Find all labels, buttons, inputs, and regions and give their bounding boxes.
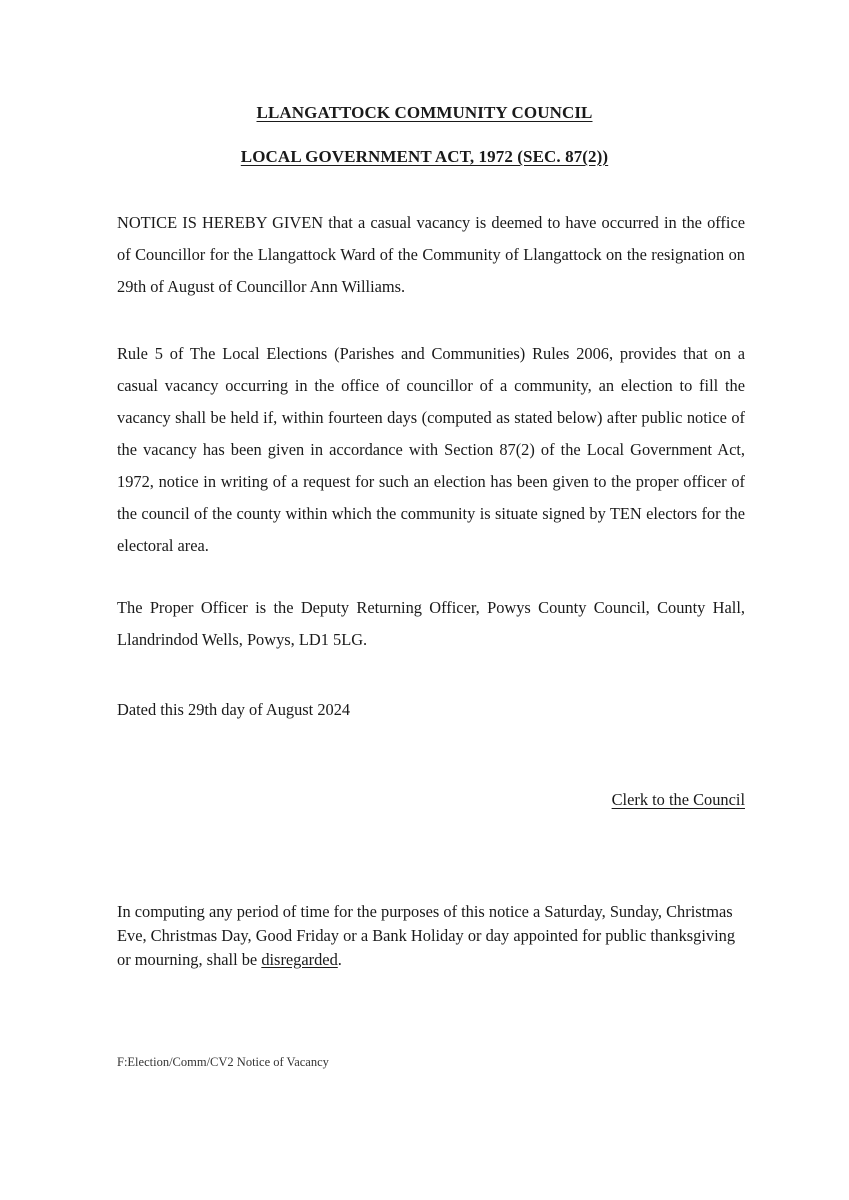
note-underlined-word: disregarded: [261, 950, 338, 969]
computation-note: [117, 900, 751, 972]
note-period: .: [337, 950, 342, 969]
signature-line: Clerk to the Council: [611, 790, 745, 809]
rule-paragraph: Rule 5 of The Local Elections (Parishes and Communities) Rules 2006, provides that on a casual vacancy occurring in the office of councillor of a community, an election to fill the vacancy shall be held if, within fourteen days (computed as stated below) after public notice of the vacancy has been given in accordance with Section 87(2) of the Local Government Act, 1972, notice in writing of a request for such an election has been given to the proper officer of the council of the county within which the community is situate signed by TEN electors for the electoral area.: [117, 344, 745, 555]
date-line: Dated this 29th day of August 2024: [117, 700, 351, 719]
proper-officer-paragraph: The Proper Officer is the Deputy Returning Officer, Powys County Council, County Hall, Llandrindod Wells, Powys, LD1 5LG.: [117, 598, 745, 649]
act-subtitle: LOCAL GOVERNMENT ACT, 1972 (SEC. 87(2)): [240, 147, 609, 166]
note-text: In computing any period of time for the purposes of this notice a Saturday, Sunday, Christmas Eve, Christmas Day, Good Friday or a Bank Holiday or day appointed for public thanksgiving or mourning, shall be: [117, 902, 736, 969]
notice-paragraph: NOTICE IS HEREBY GIVEN that a casual vacancy is deemed to have occurred in the office of Councillor for the Llangattock Ward of the Community of Llangattock on the resignation on 29th of August of Councillor Ann Williams.: [117, 213, 745, 296]
file-reference-footer: F:Election/Comm/CV2 Notice of Vacancy: [117, 1055, 329, 1069]
council-title: LLANGATTOCK COMMUNITY COUNCIL: [256, 103, 593, 122]
